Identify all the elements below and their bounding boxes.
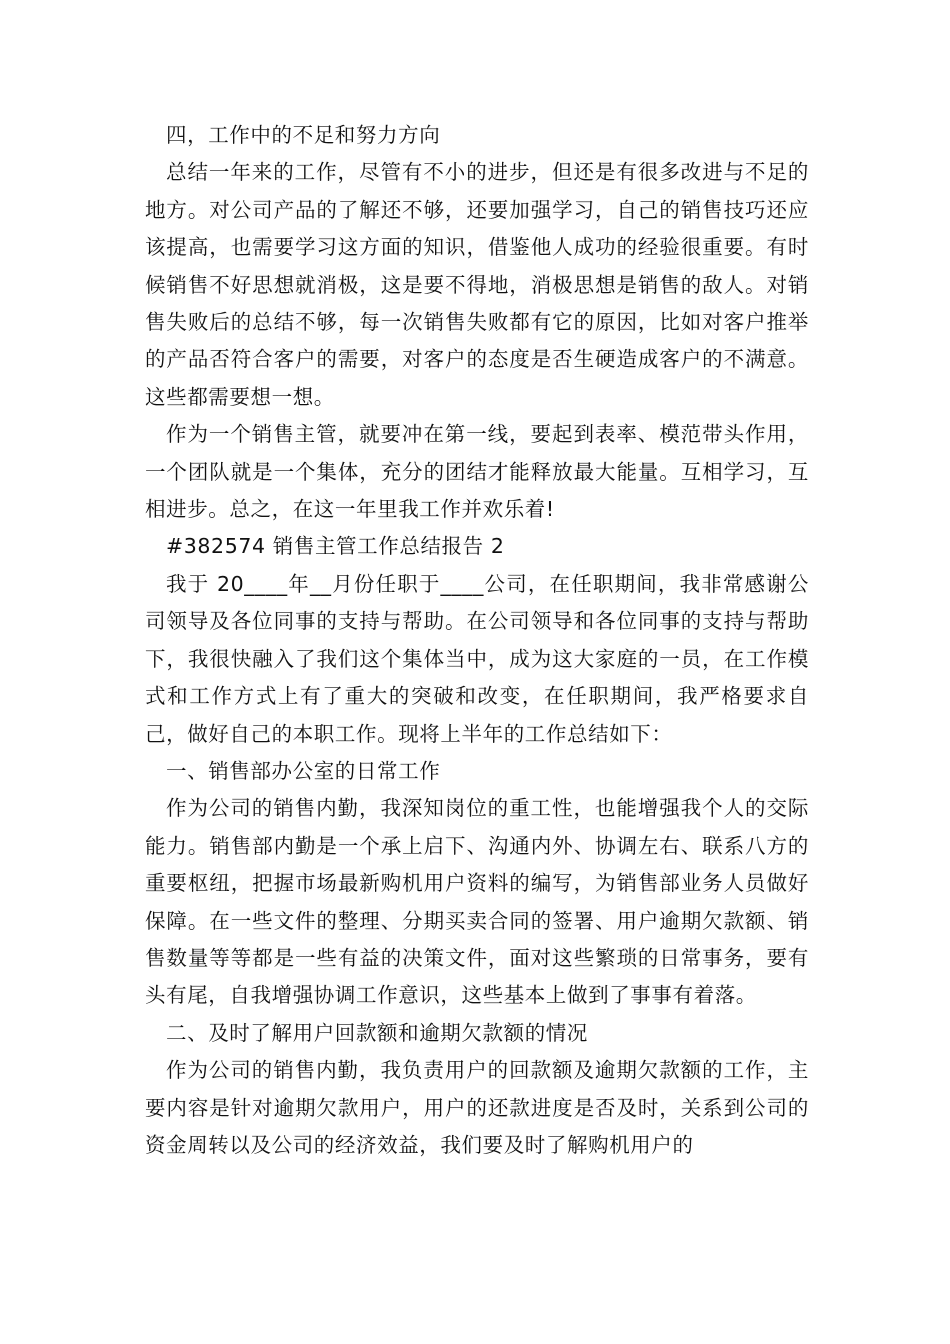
section-heading-payments: 二、及时了解用户回款额和逾期欠款额的情况 [166, 1020, 588, 1045]
report-title: #382574 销售主管工作总结报告 2 [166, 534, 505, 559]
paragraph-daily-work: 作为公司的销售内勤，我深知岗位的重工性，也能增强我个人的交际能力。销售部内勤是一个承上启下、沟通内外、协调左右、联系八方的重要枢纽，把握市场最新购机用户资料的编写，为销售部业务人员做好保障。在一些文件的整理、分期买卖合同的签署、用户逾期欠款额、销售数量等等都是一些有益的决策文件，面对这些繁琐的日常事务，要有头有尾，自我增强协调工作意识，这些基本上做到了事事有着落。 [145, 796, 809, 1008]
paragraph-introduction: 我于 20____年__月份任职于____公司，在任职期间，我非常感谢公司领导及各位同事的支持与帮助。在公司领导和各位同事的支持与帮助下，我很快融入了我们这个集体当中，成为这大家庭的一员，在工作模式和工作方式上有了重大的突破和改变，在任职期间，我严格要求自己，做好自己的本职工作。现将上半年的工作总结如下： [145, 571, 809, 746]
paragraph-summary: 总结一年来的工作，尽管有不小的进步，但还是有很多改进与不足的地方。对公司产品的了解还不够，还要加强学习，自己的销售技巧还应该提高，也需要学习这方面的知识，借鉴他人成功的经验很重要。有时候销售不好思想就消极，这是要不得地，消极思想是销售的敌人。对销售失败后的总结不够，每一次销售失败都有它的原因，比如对客户推举的产品否符合客户的需要，对客户的态度是否生硬造成客户的不满意。这些都需要想一想。 [145, 160, 809, 409]
document-body [145, 117, 809, 1164]
paragraph-supervisor-role: 作为一个销售主管，就要冲在第一线，要起到表率、模范带头作用，一个团队就是一个集体，充分的团结才能释放最大能量。互相学习，互相进步。总之，在这一年里我工作并欢乐着! [145, 422, 809, 522]
section-heading-shortcomings: 四，工作中的不足和努力方向 [166, 123, 441, 147]
paragraph-payments: 作为公司的销售内勤，我负责用户的回款额及逾期欠款额的工作，主要内容是针对逾期欠款用户，用户的还款进度是否及时，关系到公司的资金周转以及公司的经济效益，我们要及时了解购机用户的 [145, 1058, 809, 1157]
section-heading-daily-work: 一、销售部办公室的日常工作 [166, 758, 441, 783]
